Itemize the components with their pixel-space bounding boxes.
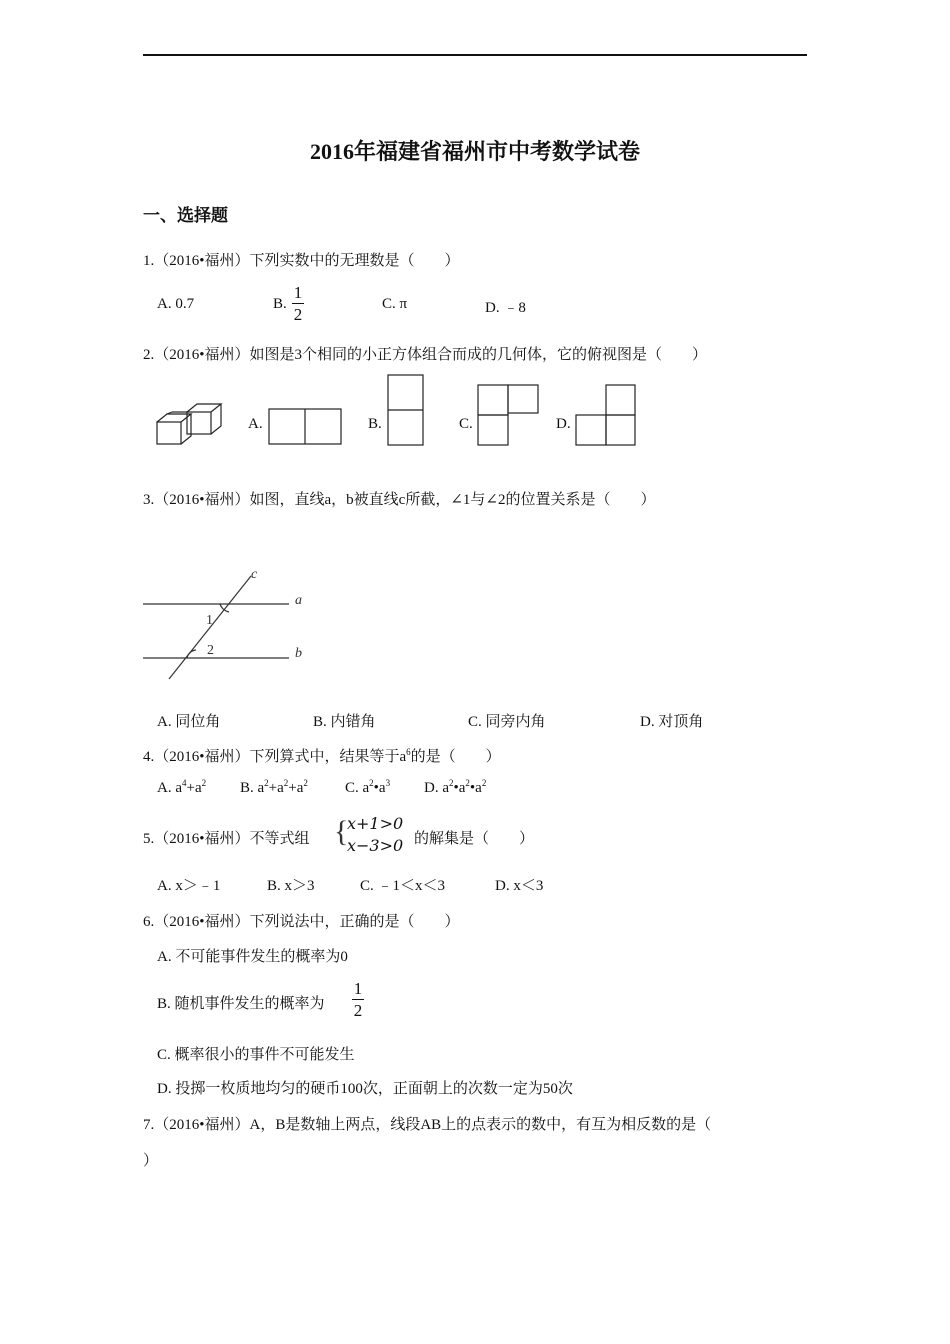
question-2-stem: 2.（2016•福州）如图是3个相同的小正方体组合而成的几何体，它的俯视图是（ ） <box>143 347 708 363</box>
header-rule <box>143 54 807 56</box>
angle-2-label: 2 <box>207 643 214 658</box>
q2-option-a-figure <box>268 408 342 446</box>
q4-option-b: B. $a^2+a^2+a^2$ <box>240 778 308 796</box>
q6-option-a: A. 不可能事件发生的概率为0 <box>157 949 348 965</box>
q1-option-d: D. ﹣8 <box>485 300 526 316</box>
q6-option-d: D. 投掷一枚质地均匀的硬币100次，正面朝上的次数一定为50次 <box>157 1081 573 1097</box>
q3-option-c: C. 同旁内角 <box>468 714 546 730</box>
fraction-bar <box>292 303 304 304</box>
line-b-label: b <box>295 646 302 661</box>
fraction-numerator: 1 <box>353 979 363 998</box>
line-c-label: c <box>251 567 258 582</box>
q2-option-b-label: B. <box>368 416 382 432</box>
question-5-stem: 5.（2016•福州）不等式组 <box>143 831 310 847</box>
question-5-stem-end: 的解集是（ ） <box>414 831 535 847</box>
q2-option-a-label: A. <box>248 416 263 432</box>
system-brace: { <box>334 815 349 848</box>
section-heading: 一、选择题 <box>143 206 228 225</box>
q4-option-d: D. $a^2•a^2•a^2$ <box>424 778 487 796</box>
fraction-numerator: 1 <box>293 283 303 302</box>
question-4-stem: 4.（2016•福州）下列算式中，结果等于$a^6$的是（ ） <box>143 747 501 765</box>
fraction-bar <box>352 999 364 1000</box>
cube-solid-figure <box>154 400 224 450</box>
question-7-stem-continued: ） <box>143 1153 159 1169</box>
q5-option-d: D. x＜3 <box>495 878 544 894</box>
inequality-system <box>347 813 403 857</box>
q1-option-b-label: B. <box>273 296 287 312</box>
q4-option-a: A. $a^4+a^2$ <box>157 778 207 796</box>
question-6-stem: 6.（2016•福州）下列说法中，正确的是（ ） <box>143 914 460 930</box>
page-title: 2016年福建省福州市中考数学试卷 <box>309 139 640 164</box>
q2-option-d-figure <box>575 384 637 446</box>
inequality-line-1: x+1>0 <box>347 814 404 833</box>
q3-option-d: D. 对顶角 <box>640 714 704 730</box>
question-1-stem: 1.（2016•福州）下列实数中的无理数是（ ） <box>143 253 460 269</box>
q4-option-c: C. $a^2•a^3$ <box>345 778 391 796</box>
q3-option-b: B. 内错角 <box>313 714 376 730</box>
q2-option-c-label: C. <box>459 416 473 432</box>
q2-option-b-figure <box>387 374 425 446</box>
fraction-denominator: 2 <box>353 1001 363 1020</box>
q1-option-a: A. 0.7 <box>157 296 195 312</box>
inequality-line-2: x−3>0 <box>347 836 404 855</box>
question-7-stem: 7.（2016•福州）A，B是数轴上两点，线段AB上的点表示的数中，有互为相反数的是（ <box>143 1117 712 1133</box>
angle-1-label: 1 <box>206 613 213 628</box>
q6-option-b: B. 随机事件发生的概率为 <box>157 996 325 1012</box>
q1-option-b-fraction <box>292 283 304 324</box>
question-3-stem: 3.（2016•福州）如图，直线a，b被直线c所截，∠1与∠2的位置关系是（ ） <box>143 492 656 508</box>
q1-option-c: C. π <box>382 296 408 312</box>
fraction-denominator: 2 <box>293 305 303 324</box>
q5-option-b: B. x＞3 <box>267 878 315 894</box>
q6-option-b-fraction <box>352 979 364 1020</box>
q2-option-d-label: D. <box>556 416 571 432</box>
q5-option-c: C. ﹣1＜x＜3 <box>360 878 446 894</box>
q2-option-c-figure <box>477 384 539 446</box>
parallel-lines-figure <box>143 562 313 682</box>
q3-option-a: A. 同位角 <box>157 714 221 730</box>
line-a-label: a <box>295 593 302 608</box>
q5-option-a: A. x＞﹣1 <box>157 878 221 894</box>
q6-option-c: C. 概率很小的事件不可能发生 <box>157 1047 355 1063</box>
